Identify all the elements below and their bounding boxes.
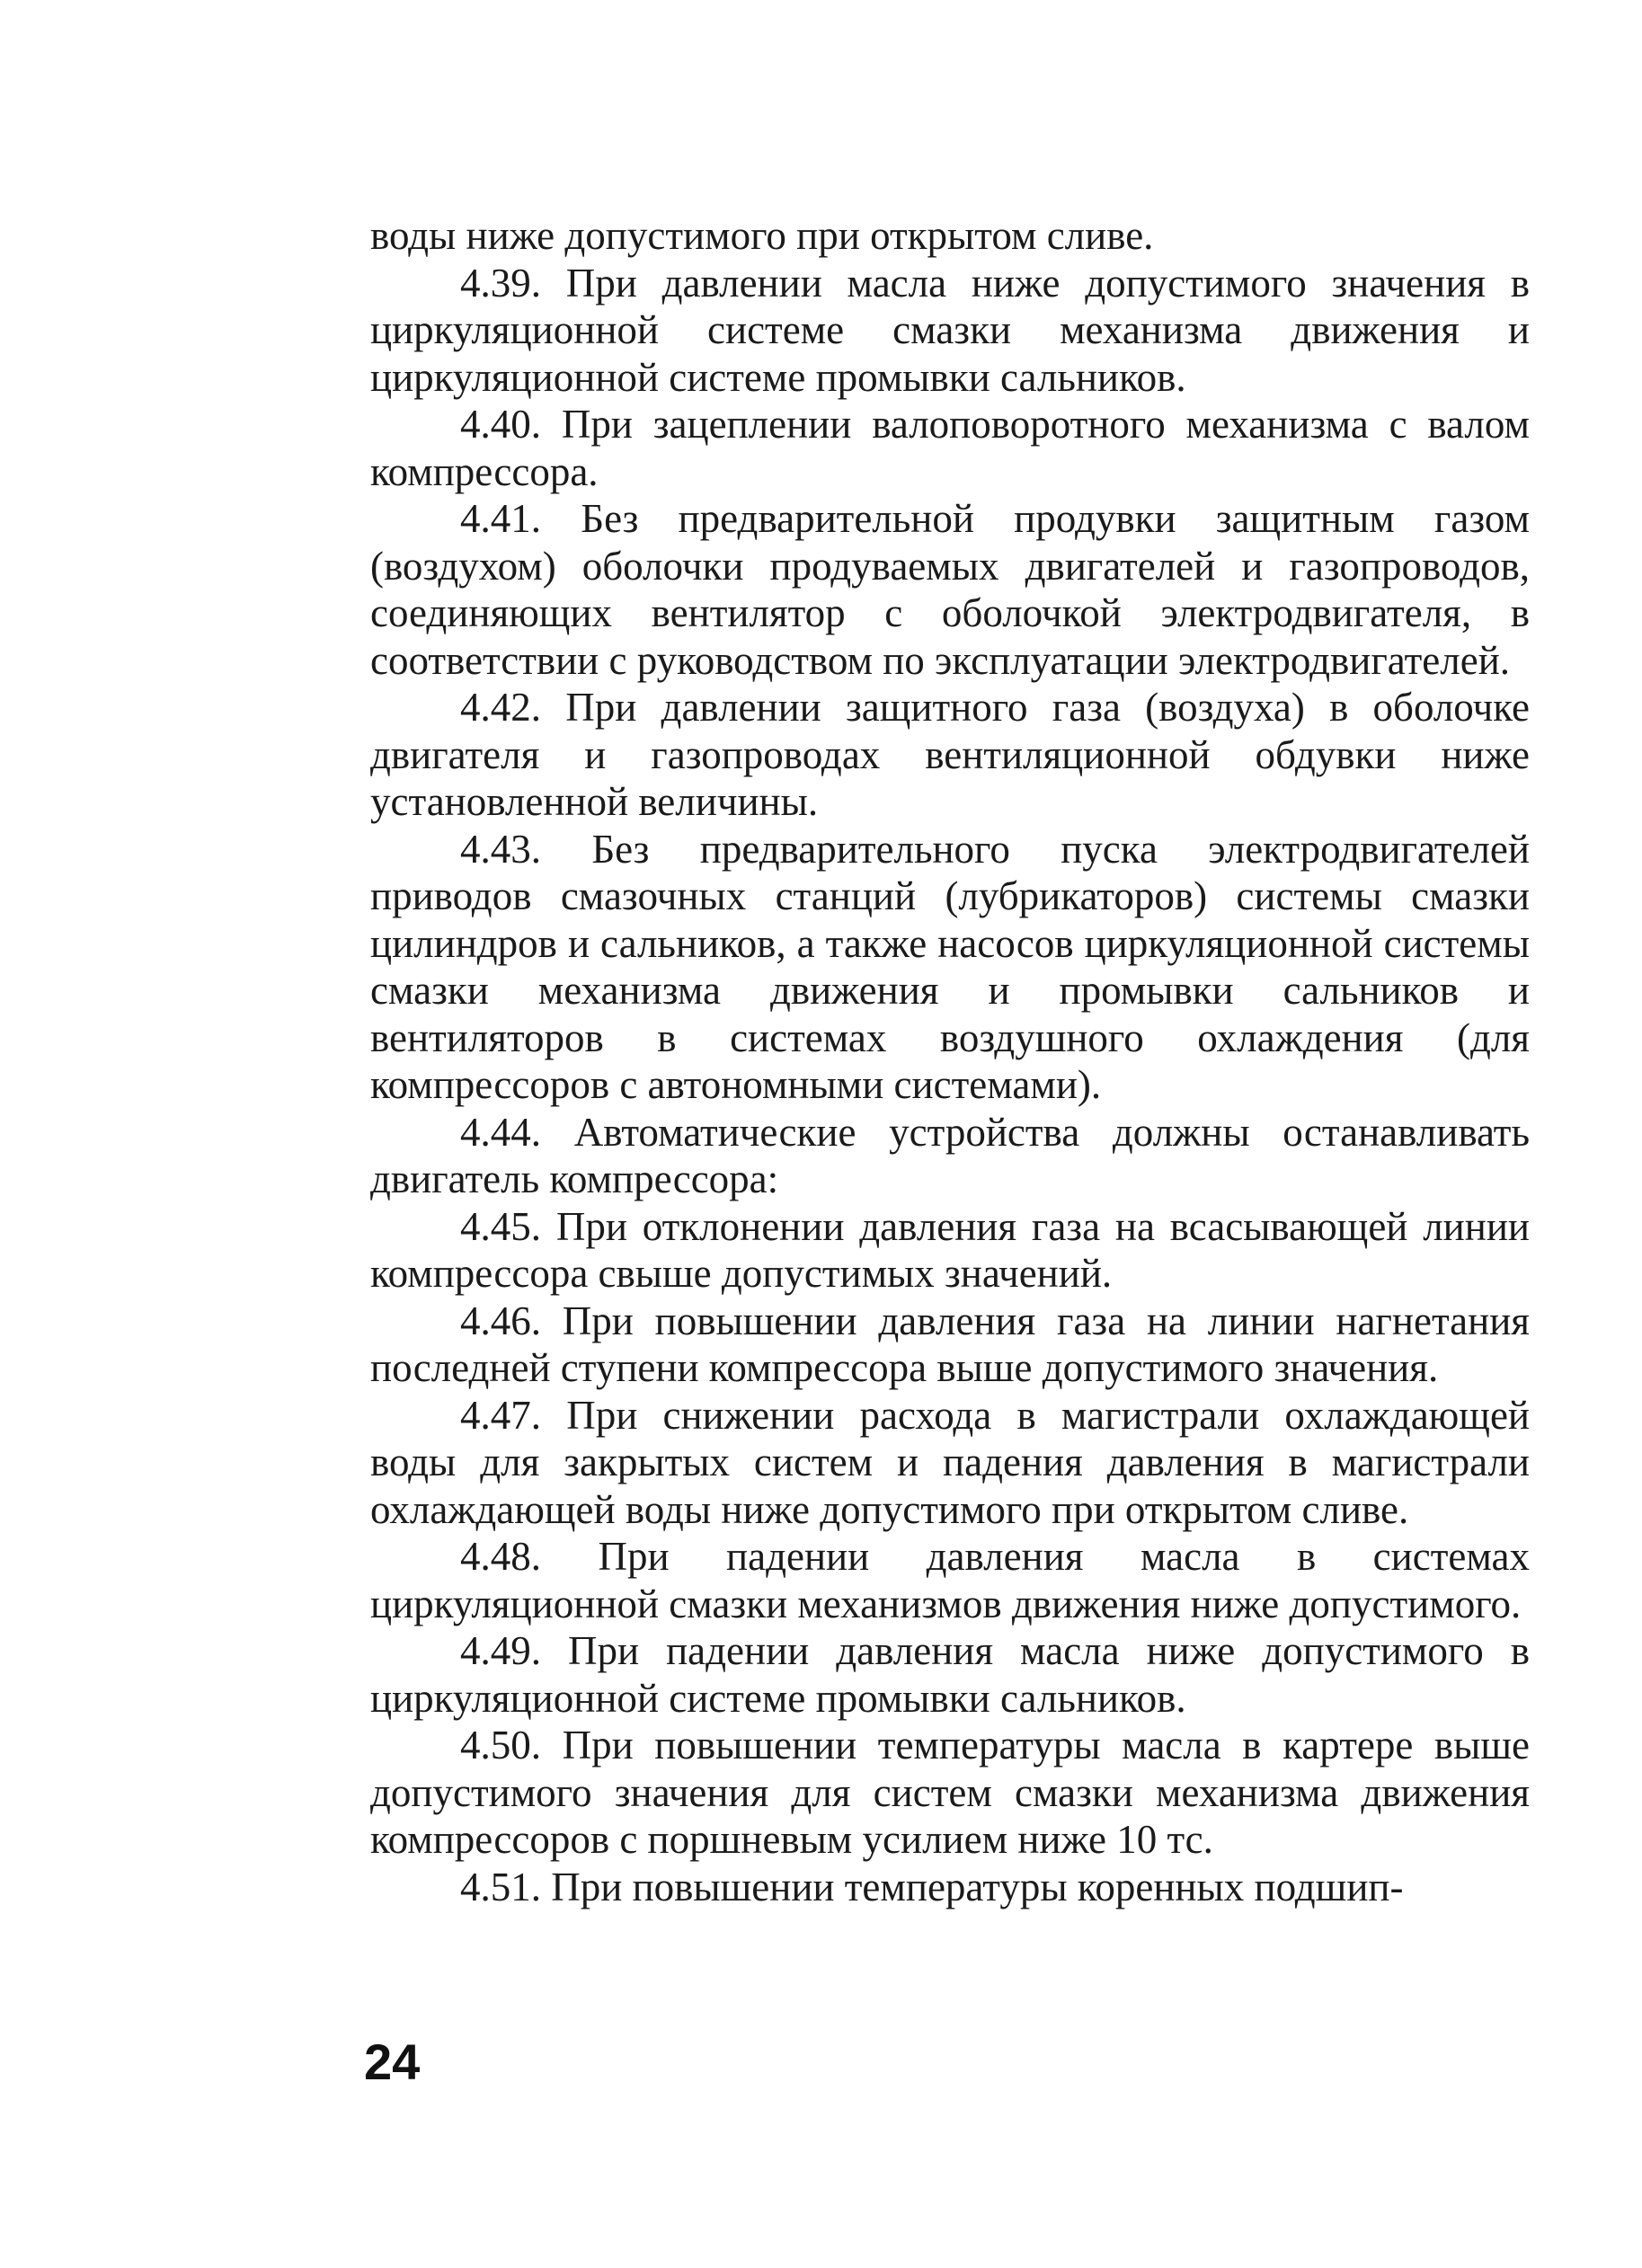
paragraph-4-45: 4.45. При отклонении давления газа на всасывающей линии компрессора свыше допустимых значений. xyxy=(370,1203,1530,1296)
paragraph-4-49: 4.49. При падении давления масла ниже допустимого в циркуляционной системе промывки сальников. xyxy=(370,1628,1530,1721)
page-number: 24 xyxy=(364,2033,421,2090)
paragraph-4-40: 4.40. При зацеплении валоповоротного механизма с валом компрессора. xyxy=(370,402,1530,494)
paragraph-4-43: 4.43. Без предварительного пуска электродвигателей приводов смазочных станций (лубрикаторов) системы смазки цилиндров и сальников, а также насосов циркуляционной системы смазки механизма движения и промывки сальников и вентиляторов в системах воздушного охлаждения (для компрессоров с автономными системами). xyxy=(370,826,1530,1107)
paragraph-4-50: 4.50. При повышении температуры масла в картере выше допустимого значения для систем смазки механизма движения компрессоров с поршневым усилием ниже 10 тс. xyxy=(370,1723,1530,1862)
paragraph-4-44: 4.44. Автоматические устройства должны останавливать двигатель компрессора: xyxy=(370,1109,1530,1201)
paragraph-4-41: 4.41. Без предварительной продувки защитным газом (воздухом) оболочки продуваемых двигателей и газопроводов, соединяющих вентилятор с оболочкой электродвигателя, в соответствии с руководством по эксплуатации электродвигателей. xyxy=(370,496,1530,683)
paragraph-4-47: 4.47. При снижении расхода в магистрали охлаждающей воды для закрытых систем и падения давления в магистрали охлаждающей воды ниже допустимого при открытом сливе. xyxy=(370,1392,1530,1532)
paragraph-4-51: 4.51. При повышении температуры коренных подшип- xyxy=(460,1864,1404,1909)
paragraph-4-42: 4.42. При давлении защитного газа (воздуха) в оболочке двигателя и газопроводах вентиляционной обдувки ниже установленной величины. xyxy=(370,685,1530,824)
paragraph-4-39: 4.39. При давлении масла ниже допустимого значения в циркуляционной системе смазки механизма движения и циркуляционной системе промывки сальников. xyxy=(370,260,1530,400)
document-page xyxy=(370,212,1530,1910)
paragraph-4-46: 4.46. При повышении давления газа на линии нагнетания последней ступени компрессора выше допустимого значения. xyxy=(370,1298,1530,1390)
paragraph-continuation: воды ниже допустимого при открытом сливе. xyxy=(370,213,1154,258)
paragraph-4-48: 4.48. При падении давления масла в системах циркуляционной смазки механизмов движения ниже допустимого. xyxy=(370,1534,1530,1626)
